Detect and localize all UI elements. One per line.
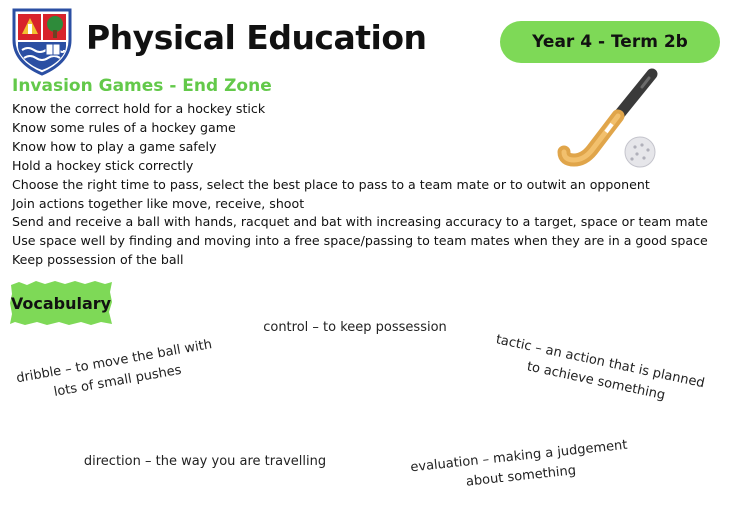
term-badge: Year 4 - Term 2b	[500, 21, 720, 63]
vocab-dribble: dribble – to move the ball with lots of small pushes	[15, 337, 214, 400]
vocabulary-badge	[9, 280, 113, 326]
hockey-stick-and-ball-icon	[552, 64, 668, 176]
objective-item: Choose the right time to pass, select the best place to pass to a team mate or to outwit an opponent	[12, 176, 650, 192]
objective-item: Hold a hockey stick correctly	[12, 157, 194, 173]
objective-item: Know how to play a game safely	[12, 138, 217, 154]
vocab-control: control – to keep possession	[263, 320, 447, 335]
objective-item: Send and receive a ball with hands, racquet and bat with increasing accuracy to a target, space or team mate	[12, 214, 708, 230]
vocab-tactic: tactic – an action that is planned to achieve something	[494, 332, 706, 404]
objective-item: Know some rules of a hockey game	[12, 119, 236, 135]
page-title: Physical Education	[86, 18, 427, 57]
objective-item: Use space well by finding and moving into a free space/passing to team mates when they are in a good space	[12, 233, 708, 249]
vocab-evaluation: evaluation – making a judgement about something	[409, 437, 629, 490]
objective-item: Join actions together like move, receive, shoot	[12, 195, 305, 211]
unit-subtitle: Invasion Games - End Zone	[12, 76, 272, 96]
objective-item: Know the correct hold for a hockey stick	[12, 101, 266, 116]
vocabulary-heading: Vocabulary	[10, 293, 112, 313]
vocab-direction: direction – the way you are travelling	[83, 454, 327, 469]
objective-item: Keep possession of the ball	[12, 252, 184, 268]
school-crest-icon	[10, 6, 74, 76]
